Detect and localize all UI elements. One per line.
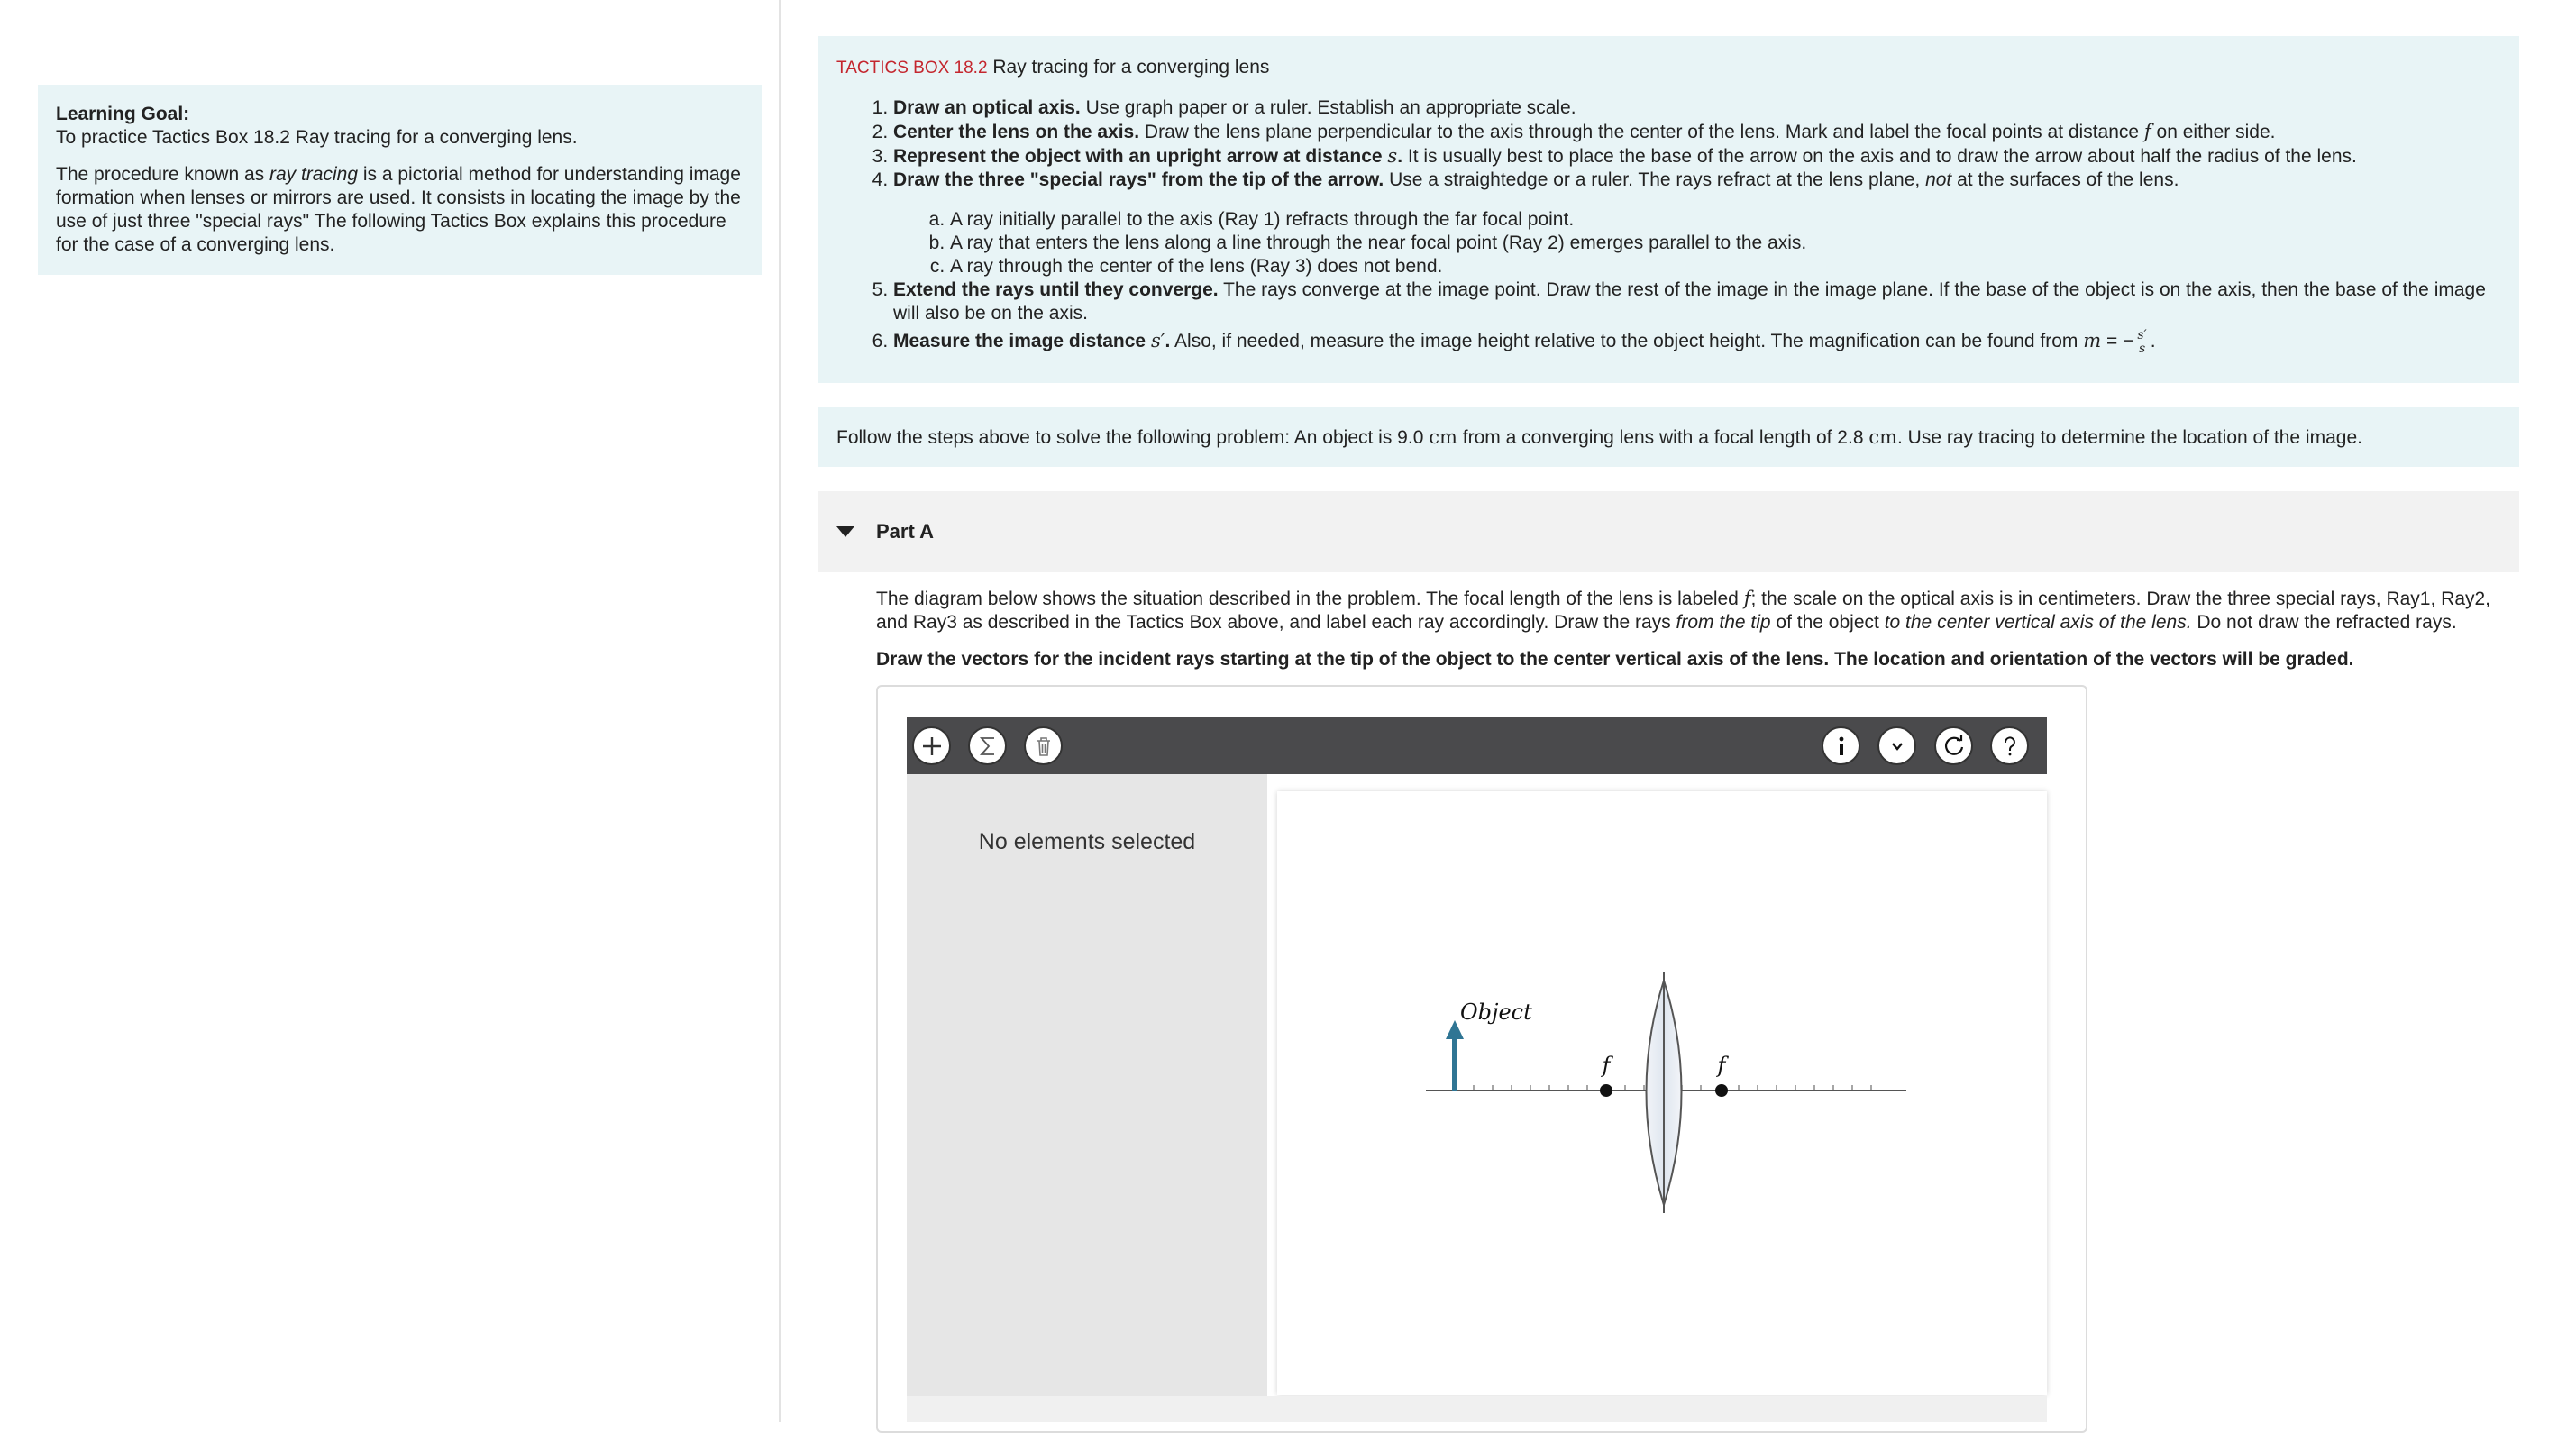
step-4-substeps	[893, 208, 2500, 278]
sigma-icon	[976, 735, 1000, 758]
tactics-steps	[836, 96, 2500, 355]
info-icon	[1830, 735, 1853, 758]
delete-button[interactable]	[1024, 726, 1063, 765]
substep-a: a. A ray initially parallel to the axis (Ray 1) refracts through the far focal point.	[950, 208, 2500, 232]
problem-statement: Follow the steps above to solve the following problem: An object is 9.0 cm from a converging lens with a focal length of 2.8 cm. Use ray tracing to determine the location of the image.	[818, 407, 2519, 467]
widget-footer	[907, 1396, 2047, 1422]
step-5: 5. Extend the rays until they converge. The rays converge at the image point. Draw the rest of the image in the image plane. If the base of the object is on the axis, then the base of the image will also be on the axis.	[893, 278, 2500, 325]
instructions-bold: Draw the vectors for the incident rays starting at the tip of the object to the center vertical axis of the lens. The location and orientation of the vectors will be graded.	[876, 649, 2354, 670]
step-6: 6. Measure the image distance s′. Also, if needed, measure the image height relative to the object height. The magnification can be found from m = − $\frac{s'}{s}$ .	[893, 329, 2500, 355]
learning-goal-title: Learning Goal:	[56, 104, 190, 124]
step-4: 4. Draw the three "special rays" from the tip of the arrow. Use a straightedge or a ruler. The rays refract at the lens plane, not at the surfaces of the lens. a. A ray initially parallel to the axis (Ray 1) refracts through the far focal point. b. A ray that enters the lens along a line through the near focal point (Ray 2) emerges parallel to the axis. c. A ray through the center of the lens (Ray 3) does not bend.	[893, 169, 2500, 278]
selection-panel	[907, 774, 1267, 1396]
reset-icon	[1941, 734, 1967, 759]
collapse-caret-icon[interactable]	[836, 526, 854, 537]
focal-label-left: f	[1602, 1053, 1611, 1078]
left-pane	[0, 0, 779, 1422]
learning-goal-box	[38, 85, 762, 275]
learning-goal-subtitle: To practice Tactics Box 18.2 Ray tracing for a converging lens.	[56, 127, 578, 148]
help-button[interactable]	[1990, 726, 2029, 765]
step-2: 2. Center the lens on the axis. Draw the lens plane perpendicular to the axis through the center of the lens. Mark and label the focal points at distance f on either side.	[893, 120, 2500, 144]
focal-point-right	[1715, 1084, 1728, 1097]
reset-button[interactable]	[1934, 726, 1973, 765]
pane-divider[interactable]	[779, 0, 781, 1422]
trash-icon	[1032, 735, 1055, 758]
widget-toolbar	[907, 717, 2047, 774]
dropdown-button[interactable]	[1877, 726, 1916, 765]
tactics-box-title: Ray tracing for a converging lens	[992, 57, 1270, 78]
add-button[interactable]	[912, 726, 951, 765]
learning-goal-text: The procedure known as ray tracing is a pictorial method for understanding image formation when lenses or mirrors are used. It consists in locating the image by the use of just three "special rays" The following Tactics Box explains this procedure for the case of a converging lens.	[56, 164, 741, 255]
sigma-button[interactable]	[968, 726, 1007, 765]
instructions-text: The diagram below shows the situation described in the problem. The focal length of the lens is labeled f; the scale on the optical axis is in centimeters. Draw the three special rays, Ray1, Ray2, and Ray3 as described in the Tactics Box above, and label each ray accordingly. Draw the rays from the tip of the object to the center vertical axis of the lens. Do not draw the refracted rays.	[876, 588, 2491, 633]
help-icon	[1998, 735, 2022, 758]
step-3: 3. Represent the object with an upright arrow at distance s. It is usually best to place the base of the arrow on the axis and to draw the arrow about half the radius of the lens.	[893, 144, 2500, 169]
drawing-canvas[interactable]	[1277, 791, 2047, 1395]
focal-label-right: f	[1717, 1053, 1726, 1078]
step-1: 1. Draw an optical axis. Use graph paper or a ruler. Establish an appropriate scale.	[893, 96, 2500, 120]
object-label: Object	[1460, 999, 1532, 1025]
lens-diagram[interactable]	[1277, 791, 2047, 1395]
part-a-header[interactable]	[818, 491, 2519, 572]
selection-status: No elements selected	[978, 829, 1196, 854]
part-title: Part A	[876, 520, 934, 543]
chevron-down-icon	[1886, 735, 1909, 758]
substep-b: b. A ray that enters the lens along a line through the near focal point (Ray 2) emerges parallel to the axis.	[950, 232, 2500, 255]
tactics-box-label: TACTICS BOX 18.2	[836, 59, 988, 78]
magnification-fraction: $\frac{s'}{s}$	[2137, 328, 2147, 356]
focal-point-left	[1600, 1084, 1612, 1097]
info-button[interactable]	[1822, 726, 1860, 765]
part-instructions	[876, 587, 2526, 671]
substep-c: c. A ray through the center of the lens (Ray 3) does not bend.	[950, 255, 2500, 278]
tactics-box	[818, 36, 2519, 383]
tactics-box-heading	[836, 56, 2500, 80]
add-icon	[920, 735, 944, 758]
